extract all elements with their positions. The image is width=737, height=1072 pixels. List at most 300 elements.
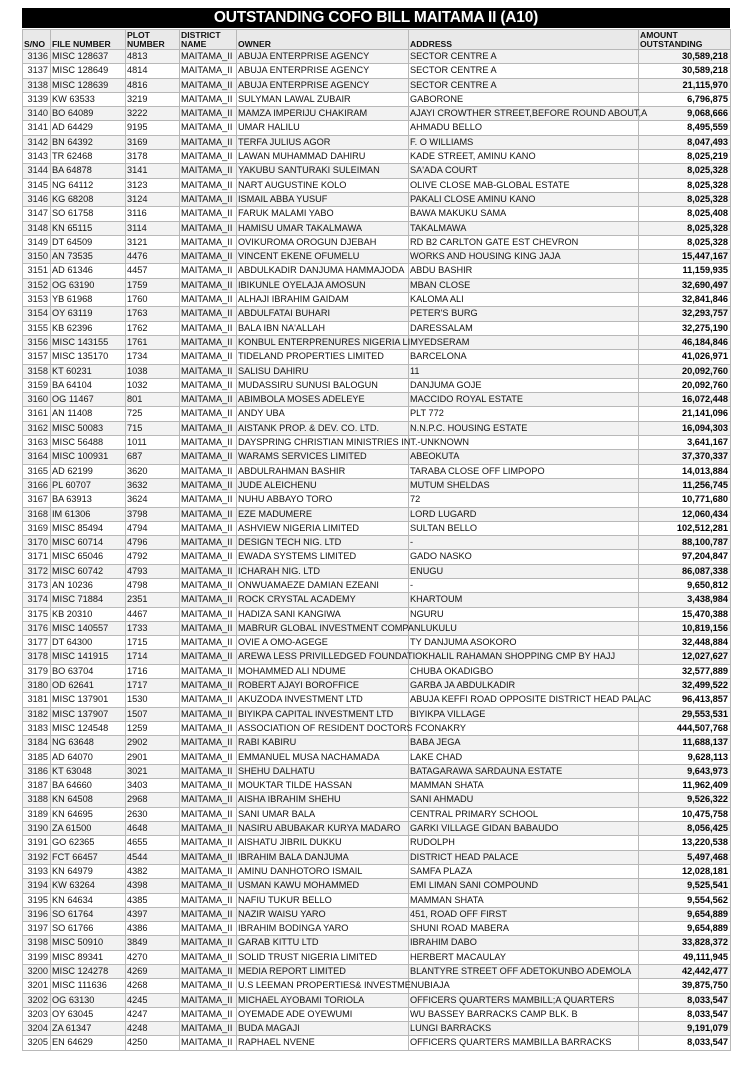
address-cell: KHARTOUM — [409, 593, 639, 607]
plot-number-cell: 4813 — [126, 50, 180, 64]
file-number-cell: SO 61758 — [51, 207, 126, 221]
file-number-cell: AD 61346 — [51, 264, 126, 278]
file-number-cell: BN 64392 — [51, 135, 126, 149]
file-number-cell: KB 20310 — [51, 607, 126, 621]
file-number-cell: MISC 124548 — [51, 721, 126, 735]
district-cell: MAITAMA_II — [180, 364, 237, 378]
district-cell: MAITAMA_II — [180, 950, 237, 964]
file-number-cell: MISC 60742 — [51, 564, 126, 578]
district-cell: MAITAMA_II — [180, 736, 237, 750]
amount-cell: 49,111,945 — [639, 950, 731, 964]
district-cell: MAITAMA_II — [180, 922, 237, 936]
table-row — [23, 207, 731, 221]
address-cell: GARKI VILLAGE GIDAN BABAUDO — [409, 822, 639, 836]
amount-cell: 32,275,190 — [639, 321, 731, 335]
sno-cell: 3175 — [23, 607, 51, 621]
amount-cell: 21,141,096 — [639, 407, 731, 421]
file-number-cell: AD 64429 — [51, 121, 126, 135]
address-cell: RD B2 CARLTON GATE EST CHEVRON — [409, 235, 639, 249]
plot-number-cell: 1716 — [126, 664, 180, 678]
owner-cell: ASSOCIATION OF RESIDENT DOCTORS FCONAKRY — [237, 721, 409, 735]
file-number-cell: MISC 137907 — [51, 707, 126, 721]
file-number-cell: KN 64979 — [51, 864, 126, 878]
plot-number-cell: 3632 — [126, 478, 180, 492]
file-number-cell: OG 11467 — [51, 393, 126, 407]
owner-cell: ALHAJI IBRAHIM GAIDAM — [237, 293, 409, 307]
district-cell: MAITAMA_II — [180, 707, 237, 721]
district-cell: MAITAMA_II — [180, 621, 237, 635]
table-row — [23, 307, 731, 321]
amount-cell: 10,819,156 — [639, 621, 731, 635]
amount-cell: 15,470,388 — [639, 607, 731, 621]
plot-number-cell: 1733 — [126, 621, 180, 635]
plot-number-cell: 1761 — [126, 335, 180, 349]
district-cell: MAITAMA_II — [180, 965, 237, 979]
file-number-cell: DT 64509 — [51, 235, 126, 249]
amount-cell: 41,026,971 — [639, 350, 731, 364]
address-cell: BIYIKPA VILLAGE — [409, 707, 639, 721]
address-cell: GARBA JA ABDULKADIR — [409, 679, 639, 693]
district-cell: MAITAMA_II — [180, 450, 237, 464]
district-cell: MAITAMA_II — [180, 478, 237, 492]
plot-number-cell: 3121 — [126, 235, 180, 249]
file-number-cell: KN 65115 — [51, 221, 126, 235]
amount-cell: 8,025,328 — [639, 192, 731, 206]
owner-cell: IBRAHIM BODINGA YARO — [237, 922, 409, 936]
owner-cell: VINCENT EKENE OFUMELU — [237, 250, 409, 264]
district-cell: MAITAMA_II — [180, 421, 237, 435]
table-row — [23, 607, 731, 621]
plot-number-cell: 3798 — [126, 507, 180, 521]
address-cell: MACCIDO ROYAL ESTATE — [409, 393, 639, 407]
table-row — [23, 693, 731, 707]
file-number-cell: ZA 61500 — [51, 822, 126, 836]
sno-cell: 3139 — [23, 92, 51, 106]
table-row — [23, 621, 731, 635]
sno-cell: 3152 — [23, 278, 51, 292]
amount-cell: 6,796,875 — [639, 92, 731, 106]
address-cell: DARESSALAM — [409, 321, 639, 335]
file-number-cell: MISC 143155 — [51, 335, 126, 349]
plot-number-cell: 4245 — [126, 993, 180, 1007]
sno-cell: 3196 — [23, 907, 51, 921]
table-row — [23, 421, 731, 435]
address-cell: GADO NASKO — [409, 550, 639, 564]
table-row — [23, 436, 731, 450]
address-cell: KADE STREET, AMINU KANO — [409, 150, 639, 164]
address-cell: AHMADU BELLO — [409, 121, 639, 135]
table-row — [23, 521, 731, 535]
plot-number-cell: 1717 — [126, 679, 180, 693]
table-row — [23, 192, 731, 206]
amount-cell: 13,220,538 — [639, 836, 731, 850]
file-number-cell: MISC 111636 — [51, 979, 126, 993]
amount-cell: 32,448,884 — [639, 636, 731, 650]
amount-cell: 9,650,812 — [639, 578, 731, 592]
address-cell: - — [409, 536, 639, 550]
owner-cell: MEDIA REPORT LIMITED — [237, 965, 409, 979]
sno-cell: 3148 — [23, 221, 51, 235]
header-file-number: FILE NUMBER — [51, 30, 126, 50]
file-number-cell: MISC 137901 — [51, 693, 126, 707]
amount-cell: 8,033,547 — [639, 1036, 731, 1050]
owner-cell: MABRUR GLOBAL INVESTMENT COMPANLUKULU — [237, 621, 409, 635]
sno-cell: 3163 — [23, 436, 51, 450]
file-number-cell: SO 61764 — [51, 907, 126, 921]
owner-cell: NASIRU ABUBAKAR KURYA MADARO — [237, 822, 409, 836]
owner-cell: NUHU ABBAYO TORO — [237, 493, 409, 507]
district-cell: MAITAMA_II — [180, 764, 237, 778]
address-cell: F. O WILLIAMS — [409, 135, 639, 149]
file-number-cell: BO 64089 — [51, 107, 126, 121]
address-cell: IBRAHIM DABO — [409, 936, 639, 950]
sno-cell: 3192 — [23, 850, 51, 864]
address-cell: BABA JEGA — [409, 736, 639, 750]
sno-cell: 3204 — [23, 1022, 51, 1036]
plot-number-cell: 3123 — [126, 178, 180, 192]
address-cell: OLIVE CLOSE MAB-GLOBAL ESTATE — [409, 178, 639, 192]
file-number-cell: ZA 61347 — [51, 1022, 126, 1036]
address-cell: OFFICERS QUARTERS MAMBILL;A QUARTERS — [409, 993, 639, 1007]
district-cell: MAITAMA_II — [180, 636, 237, 650]
owner-cell: ONWUAMAEZE DAMIAN EZEANI — [237, 578, 409, 592]
owner-cell: TERFA JULIUS AGOR — [237, 135, 409, 149]
district-cell: MAITAMA_II — [180, 779, 237, 793]
district-cell: MAITAMA_II — [180, 822, 237, 836]
table-row — [23, 164, 731, 178]
amount-cell: 8,056,425 — [639, 822, 731, 836]
amount-cell: 16,094,303 — [639, 421, 731, 435]
plot-number-cell: 4544 — [126, 850, 180, 864]
plot-number-cell: 4398 — [126, 879, 180, 893]
table-row — [23, 936, 731, 950]
page-title: OUTSTANDING COFO BILL MAITAMA II (A10) — [22, 8, 730, 28]
district-cell: MAITAMA_II — [180, 350, 237, 364]
table-row — [23, 464, 731, 478]
table-row — [23, 364, 731, 378]
address-cell: SECTOR CENTRE A — [409, 78, 639, 92]
sno-cell: 3147 — [23, 207, 51, 221]
file-number-cell: AN 11408 — [51, 407, 126, 421]
address-cell: DISTRICT HEAD PALACE — [409, 850, 639, 864]
table-row — [23, 1022, 731, 1036]
sno-cell: 3156 — [23, 335, 51, 349]
sno-cell: 3203 — [23, 1007, 51, 1021]
header-address: ADDRESS — [409, 30, 639, 50]
file-number-cell: MISC 85494 — [51, 521, 126, 535]
district-cell: MAITAMA_II — [180, 64, 237, 78]
file-number-cell: MISC 65046 — [51, 550, 126, 564]
file-number-cell: BA 64660 — [51, 779, 126, 793]
amount-cell: 29,553,531 — [639, 707, 731, 721]
table-row — [23, 950, 731, 964]
file-number-cell: OG 63130 — [51, 993, 126, 1007]
file-number-cell: GO 62365 — [51, 836, 126, 850]
table-row — [23, 536, 731, 550]
amount-cell: 32,577,889 — [639, 664, 731, 678]
district-cell: MAITAMA_II — [180, 407, 237, 421]
sno-cell: 3174 — [23, 593, 51, 607]
plot-number-cell: 4796 — [126, 536, 180, 550]
district-cell: MAITAMA_II — [180, 335, 237, 349]
owner-cell: WARAMS SERVICES LIMITED — [237, 450, 409, 464]
owner-cell: SANI UMAR BALA — [237, 807, 409, 821]
table-row — [23, 922, 731, 936]
plot-number-cell: 4816 — [126, 78, 180, 92]
amount-cell: 9,525,541 — [639, 879, 731, 893]
plot-number-cell: 4269 — [126, 965, 180, 979]
amount-cell: 42,442,477 — [639, 965, 731, 979]
owner-cell: KONBUL ENTERPRENURES NIGERIA LIMYEDSERAM — [237, 335, 409, 349]
sno-cell: 3146 — [23, 192, 51, 206]
owner-cell: LAWAN MUHAMMAD DAHIRU — [237, 150, 409, 164]
sno-cell: 3153 — [23, 293, 51, 307]
owner-cell: EMMANUEL MUSA NACHAMADA — [237, 750, 409, 764]
plot-number-cell: 1011 — [126, 436, 180, 450]
file-number-cell: OG 63190 — [51, 278, 126, 292]
file-number-cell: AD 64070 — [51, 750, 126, 764]
plot-number-cell: 4247 — [126, 1007, 180, 1021]
table-row — [23, 250, 731, 264]
amount-cell: 12,060,434 — [639, 507, 731, 521]
plot-number-cell: 1032 — [126, 378, 180, 392]
owner-cell: SOLID TRUST NIGERIA LIMITED — [237, 950, 409, 964]
file-number-cell: IM 61306 — [51, 507, 126, 521]
plot-number-cell: 3114 — [126, 221, 180, 235]
district-cell: MAITAMA_II — [180, 293, 237, 307]
sno-cell: 3200 — [23, 965, 51, 979]
address-cell: SA'ADA COURT — [409, 164, 639, 178]
amount-cell: 11,962,409 — [639, 779, 731, 793]
owner-cell: ICHARAH NIG. LTD — [237, 564, 409, 578]
plot-number-cell: 1507 — [126, 707, 180, 721]
amount-cell: 97,204,847 — [639, 550, 731, 564]
sno-cell: 3190 — [23, 822, 51, 836]
district-cell: MAITAMA_II — [180, 664, 237, 678]
sno-cell: 3137 — [23, 64, 51, 78]
file-number-cell: KW 63533 — [51, 92, 126, 106]
amount-cell: 9,643,973 — [639, 764, 731, 778]
sno-cell: 3191 — [23, 836, 51, 850]
sno-cell: 3168 — [23, 507, 51, 521]
plot-number-cell: 4270 — [126, 950, 180, 964]
address-cell: SAMFA PLAZA — [409, 864, 639, 878]
sno-cell: 3157 — [23, 350, 51, 364]
amount-cell: 9,628,113 — [639, 750, 731, 764]
district-cell: MAITAMA_II — [180, 493, 237, 507]
plot-number-cell: 1259 — [126, 721, 180, 735]
district-cell: MAITAMA_II — [180, 679, 237, 693]
amount-cell: 10,771,680 — [639, 493, 731, 507]
owner-cell: EZE MADUMERE — [237, 507, 409, 521]
address-cell: N.N.P.C. HOUSING ESTATE — [409, 421, 639, 435]
address-cell: RUDOLPH — [409, 836, 639, 850]
file-number-cell: PL 60707 — [51, 478, 126, 492]
table-row — [23, 707, 731, 721]
table-row — [23, 393, 731, 407]
plot-number-cell: 801 — [126, 393, 180, 407]
file-number-cell: BO 63704 — [51, 664, 126, 678]
owner-cell: RABI KABIRU — [237, 736, 409, 750]
sno-cell: 3138 — [23, 78, 51, 92]
sno-cell: 3176 — [23, 621, 51, 635]
amount-cell: 9,554,562 — [639, 893, 731, 907]
owner-cell: ABUJA ENTERPRISE AGENCY — [237, 78, 409, 92]
address-cell: BLANTYRE STREET OFF ADETOKUNBO ADEMOLA — [409, 965, 639, 979]
table-row — [23, 979, 731, 993]
district-cell: MAITAMA_II — [180, 235, 237, 249]
file-number-cell: AD 62199 — [51, 464, 126, 478]
owner-cell: OVIKUROMA OROGUN DJEBAH — [237, 235, 409, 249]
sno-cell: 3167 — [23, 493, 51, 507]
plot-number-cell: 4457 — [126, 264, 180, 278]
plot-number-cell: 1734 — [126, 350, 180, 364]
table-row — [23, 50, 731, 64]
district-cell: MAITAMA_II — [180, 650, 237, 664]
address-cell: PETER'S BURG — [409, 307, 639, 321]
table-row — [23, 893, 731, 907]
plot-number-cell: 1760 — [126, 293, 180, 307]
file-number-cell: KN 64634 — [51, 893, 126, 907]
plot-number-cell: 1762 — [126, 321, 180, 335]
sno-cell: 3162 — [23, 421, 51, 435]
owner-cell: AKUZODA INVESTMENT LTD — [237, 693, 409, 707]
plot-number-cell: 2968 — [126, 793, 180, 807]
header-plot-number: PLOT NUMBER — [126, 30, 180, 50]
plot-number-cell: 4467 — [126, 607, 180, 621]
sno-cell: 3164 — [23, 450, 51, 464]
address-cell: 451, ROAD OFF FIRST — [409, 907, 639, 921]
sno-cell: 3155 — [23, 321, 51, 335]
header-sno: S/NO — [23, 30, 51, 50]
amount-cell: 21,115,970 — [639, 78, 731, 92]
owner-cell: MUDASSIRU SUNUSI BALOGUN — [237, 378, 409, 392]
amount-cell: 15,447,167 — [639, 250, 731, 264]
plot-number-cell: 3169 — [126, 135, 180, 149]
amount-cell: 10,475,758 — [639, 807, 731, 821]
table-row — [23, 107, 731, 121]
table-row — [23, 278, 731, 292]
district-cell: MAITAMA_II — [180, 164, 237, 178]
address-cell: 72 — [409, 493, 639, 507]
plot-number-cell: 4814 — [126, 64, 180, 78]
table-row — [23, 407, 731, 421]
table-row — [23, 764, 731, 778]
file-number-cell: DT 64300 — [51, 636, 126, 650]
sno-cell: 3187 — [23, 779, 51, 793]
owner-cell: MAMZA IMPERIJU CHAKIRAM — [237, 107, 409, 121]
sno-cell: 3183 — [23, 721, 51, 735]
owner-cell: HADIZA SANI KANGIWA — [237, 607, 409, 621]
file-number-cell: KW 63264 — [51, 879, 126, 893]
table-row — [23, 335, 731, 349]
address-cell: CENTRAL PRIMARY SCHOOL — [409, 807, 639, 821]
table-row — [23, 736, 731, 750]
amount-cell: 9,068,666 — [639, 107, 731, 121]
sno-cell: 3158 — [23, 364, 51, 378]
amount-cell: 8,025,328 — [639, 235, 731, 249]
sno-cell: 3194 — [23, 879, 51, 893]
file-number-cell: NG 64112 — [51, 178, 126, 192]
file-number-cell: MISC 71884 — [51, 593, 126, 607]
district-cell: MAITAMA_II — [180, 135, 237, 149]
amount-cell: 32,293,757 — [639, 307, 731, 321]
owner-cell: MOUKTAR TILDE HASSAN — [237, 779, 409, 793]
amount-cell: 32,841,846 — [639, 293, 731, 307]
district-cell: MAITAMA_II — [180, 464, 237, 478]
plot-number-cell: 687 — [126, 450, 180, 464]
plot-number-cell: 4382 — [126, 864, 180, 878]
owner-cell: RAPHAEL NVENE — [237, 1036, 409, 1050]
table-row — [23, 650, 731, 664]
file-number-cell: AN 73535 — [51, 250, 126, 264]
table-row — [23, 879, 731, 893]
address-cell: LORD LUGARD — [409, 507, 639, 521]
amount-cell: 8,495,559 — [639, 121, 731, 135]
amount-cell: 9,654,889 — [639, 907, 731, 921]
sno-cell: 3172 — [23, 564, 51, 578]
owner-cell: ABDULRAHMAN BASHIR — [237, 464, 409, 478]
district-cell: MAITAMA_II — [180, 1022, 237, 1036]
address-cell: LAKE CHAD — [409, 750, 639, 764]
district-cell: MAITAMA_II — [180, 693, 237, 707]
file-number-cell: BA 63913 — [51, 493, 126, 507]
plot-number-cell: 9195 — [126, 121, 180, 135]
amount-cell: 9,654,889 — [639, 922, 731, 936]
header-owner: OWNER — [237, 30, 409, 50]
plot-number-cell: 4385 — [126, 893, 180, 907]
file-number-cell: BA 64878 — [51, 164, 126, 178]
amount-cell: 20,092,760 — [639, 364, 731, 378]
owner-cell: ABDULFATAI BUHARI — [237, 307, 409, 321]
table-row — [23, 750, 731, 764]
plot-number-cell: 4793 — [126, 564, 180, 578]
owner-cell: EWADA SYSTEMS LIMITED — [237, 550, 409, 564]
sno-cell: 3161 — [23, 407, 51, 421]
sno-cell: 3169 — [23, 521, 51, 535]
sno-cell: 3160 — [23, 393, 51, 407]
table-row — [23, 850, 731, 864]
sno-cell: 3185 — [23, 750, 51, 764]
owner-cell: ANDY UBA — [237, 407, 409, 421]
plot-number-cell: 3403 — [126, 779, 180, 793]
address-cell: MAMMAN SHATA — [409, 893, 639, 907]
table-row — [23, 450, 731, 464]
address-cell: MUTUM SHELDAS — [409, 478, 639, 492]
address-cell: SECTOR CENTRE A — [409, 50, 639, 64]
plot-number-cell: 3624 — [126, 493, 180, 507]
file-number-cell: KB 62396 — [51, 321, 126, 335]
district-cell: MAITAMA_II — [180, 207, 237, 221]
amount-cell: 39,875,750 — [639, 979, 731, 993]
district-cell: MAITAMA_II — [180, 378, 237, 392]
district-cell: MAITAMA_II — [180, 578, 237, 592]
owner-cell: OYEMADE ADE OYEWUMI — [237, 1007, 409, 1021]
address-cell: TARABA CLOSE OFF LIMPOPO — [409, 464, 639, 478]
address-cell: ABUJA KEFFI ROAD OPPOSITE DISTRICT HEAD PALAC — [409, 693, 639, 707]
district-cell: MAITAMA_II — [180, 1007, 237, 1021]
district-cell: MAITAMA_II — [180, 150, 237, 164]
district-cell: MAITAMA_II — [180, 564, 237, 578]
address-cell: SHUNI ROAD MABERA — [409, 922, 639, 936]
file-number-cell: AN 10236 — [51, 578, 126, 592]
owner-cell: GARAB KITTU LTD — [237, 936, 409, 950]
sno-cell: 3150 — [23, 250, 51, 264]
plot-number-cell: 1715 — [126, 636, 180, 650]
sno-cell: 3205 — [23, 1036, 51, 1050]
amount-cell: 86,087,338 — [639, 564, 731, 578]
plot-number-cell: 2351 — [126, 593, 180, 607]
